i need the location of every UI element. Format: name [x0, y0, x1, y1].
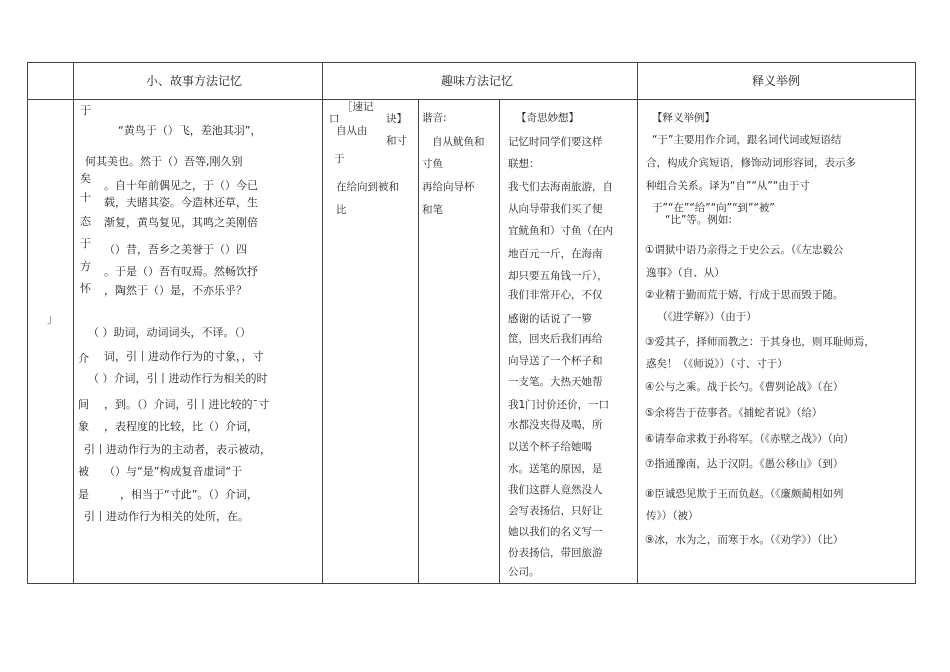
story-margin-char: 被: [78, 465, 89, 478]
story-margin-char: 怀: [80, 282, 91, 295]
story-char: 于: [80, 104, 91, 117]
story-explain: ，到。（）介词，引丨进比较的ˉ寸: [104, 398, 269, 411]
mnemonic-text: 在给向到被和: [336, 181, 399, 193]
imagination-line: 联想：: [508, 158, 540, 170]
example-line: ③爱其子，择师而教之：于其身也，则耳耻师焉，: [645, 336, 875, 348]
story-line: 渐复，黄鸟复见，其鸣之美刚倍: [104, 216, 258, 229]
story-margin-char: 态: [80, 215, 91, 228]
story-line: 载，夫睹其姿。今造林还草，生: [104, 196, 258, 209]
example-line: ⑤余将告于莅事者。《捕蛇者说》（给）: [645, 407, 823, 419]
mnemonic-text: 比: [336, 204, 347, 216]
column-divider-5: [637, 62, 638, 584]
story-line: ，陶然于（）是，不亦乐乎？: [104, 284, 247, 297]
story-line: 。于是（）吾有叹焉。然畅饮抒: [104, 265, 258, 278]
examples-title: 【释义举例】: [652, 112, 715, 124]
homophone-text: 谐音:: [422, 112, 447, 124]
example-line: ②业精于勤而荒于嬉，行成于思而毁于随。: [645, 289, 844, 301]
example-line: 逸事》（自、从）: [646, 267, 725, 279]
imagination-line: 从向导带我们买了便: [508, 203, 603, 215]
imagination-line: 份表扬信，带回旅游: [508, 547, 603, 559]
story-line: （）昔，吾乡之美誉于（）四: [104, 243, 247, 256]
homophone-text: 自从鱿鱼和: [432, 136, 485, 148]
mnemonic-text: 口: [329, 113, 340, 125]
column-divider-3: [418, 99, 419, 584]
header-examples: 释义举例: [752, 74, 801, 88]
examples-intro-line: 于”“在”“给”“向”“到”“被”: [652, 202, 775, 214]
story-margin-char: 方: [80, 260, 91, 273]
table-left-border: [27, 62, 28, 584]
story-margin-char: 象: [78, 420, 89, 433]
story-margin-char: 是: [78, 488, 89, 501]
column-divider-4: [499, 99, 500, 584]
header-bottom-border: [27, 99, 916, 100]
imagination-line: 筐，回夹后我们再给: [508, 333, 603, 345]
mnemonic-text: 和寸: [386, 135, 407, 147]
header-fun-method: 趣味方法记忆: [441, 74, 514, 88]
imagination-line: 我1门讨价还价，一口: [508, 399, 610, 411]
table-bottom-border: [27, 583, 916, 584]
imagination-line: 记忆时同学们要这样: [508, 136, 603, 148]
example-line: ⑨冰，水为之，而寒于水。（《劝学》）（比）: [645, 534, 844, 546]
imagination-line: 我们这群人竟然没人: [508, 484, 603, 496]
imagination-line: 以送个杯子给她喝: [508, 441, 592, 453]
example-line: ⑧臣诚恐见欺于王而负赵。（《廉颇蔺相如列: [645, 488, 844, 500]
homophone-text: 寸鱼: [422, 158, 443, 170]
examples-intro-line: “比”等。例如:: [665, 214, 732, 226]
example-line: 传》）（被）: [646, 510, 699, 522]
imagination-line: 会写表扬信，只好让: [508, 505, 603, 517]
example-line: ①谓狱中语乃亲得之于史公云。（《左忠毅公: [645, 244, 844, 256]
table-top-border: [27, 62, 916, 63]
imagination-line: 却只要五角钱一斤），: [508, 270, 608, 282]
imagination-line: 我们非常开心，不仅: [508, 289, 603, 301]
story-line: 。自十年前偶见之，于（）今已: [104, 179, 258, 192]
imagination-line: 她以我们的名义写一: [508, 526, 603, 538]
imagination-line: 感谢的话说了一箩: [508, 313, 592, 325]
example-line: 惑矣！（《师说》）（寸、寸于）: [646, 358, 788, 370]
examples-intro-line: “于”主要用作介词，跟名词代词或短语结: [652, 134, 842, 146]
mnemonic-text: ［速记: [342, 101, 374, 113]
mnemonic-text: 于: [334, 153, 345, 165]
example-line: ⑥请奉命求救于孙将军。（《赤壁之战》）（向）: [645, 433, 854, 445]
imagination-line: 地百元一斤，在海南: [508, 248, 603, 260]
story-explain: ，相当于“寸此”。（）介词，: [120, 488, 258, 501]
imagination-line: 向导送了一个杯子和: [508, 355, 603, 367]
column-divider-1: [73, 62, 74, 584]
story-explain: 引丨进动作行为相关的处所，在。: [84, 510, 249, 523]
homophone-text: 再给向导杯: [422, 181, 475, 193]
story-margin-char: 间: [78, 398, 89, 411]
imagination-line: 一支笔。大热天她帮: [508, 376, 603, 388]
imagination-line: 我弋们去海南旅游，自: [508, 181, 613, 193]
imagination-line: 公司。: [508, 566, 540, 578]
table-right-border: [915, 62, 916, 584]
mnemonic-text: 诀】: [386, 113, 407, 125]
story-explain: ，表程度的比较，比（）介词，: [104, 420, 258, 433]
story-line: “黄鸟于（）飞，差池其羽”，: [118, 124, 262, 137]
row-marker: 」: [47, 312, 58, 325]
story-explain: （ ）助词，动词词头，不译。（）: [88, 326, 251, 339]
story-line: 何其美也。然于（）吾等,刚久别: [85, 155, 243, 168]
story-explain: （ ）介词，引丨进动作行为相关的时: [88, 372, 268, 385]
story-margin-char: 矣: [80, 172, 91, 185]
imagination-line: 水都没夹得及喝，所: [508, 419, 603, 431]
story-margin-char: 介: [78, 352, 89, 365]
example-line: ⑦指通豫南，达于汉阴。《愚公移山》（到）: [645, 458, 844, 470]
story-margin-char: 于: [80, 237, 91, 250]
imagination-title: 【奇思妙想】: [516, 112, 579, 124]
examples-intro-line: 合，构成介宾短语，修饰动词形容词，表示多: [646, 157, 856, 169]
example-line: （《进学解》）（由于）: [657, 311, 757, 323]
header-story-method: 小、故事方法记忆: [146, 74, 243, 88]
mnemonic-text: 自从由: [336, 125, 368, 137]
story-explain: （）与“是”构成复音虚词“于: [104, 465, 243, 478]
story-explain: 引丨进动作行为的主动者，表示被动，: [84, 443, 271, 456]
examples-intro-line: 种组合关系。译为“自”“从”“由于寸: [646, 180, 810, 192]
column-divider-2: [322, 62, 323, 584]
imagination-line: 水。送笔的原因，是: [508, 463, 603, 475]
story-margin-char: 十: [80, 191, 91, 204]
story-explain: 词，引丨进动作行为的寸象，，寸: [104, 350, 264, 363]
homophone-text: 和笔: [422, 204, 443, 216]
example-line: ④公与之乘。战于长勺。《曹刿论战》（在）: [645, 381, 844, 393]
imagination-line: 宜鱿鱼和）寸鱼（在内: [508, 225, 613, 237]
